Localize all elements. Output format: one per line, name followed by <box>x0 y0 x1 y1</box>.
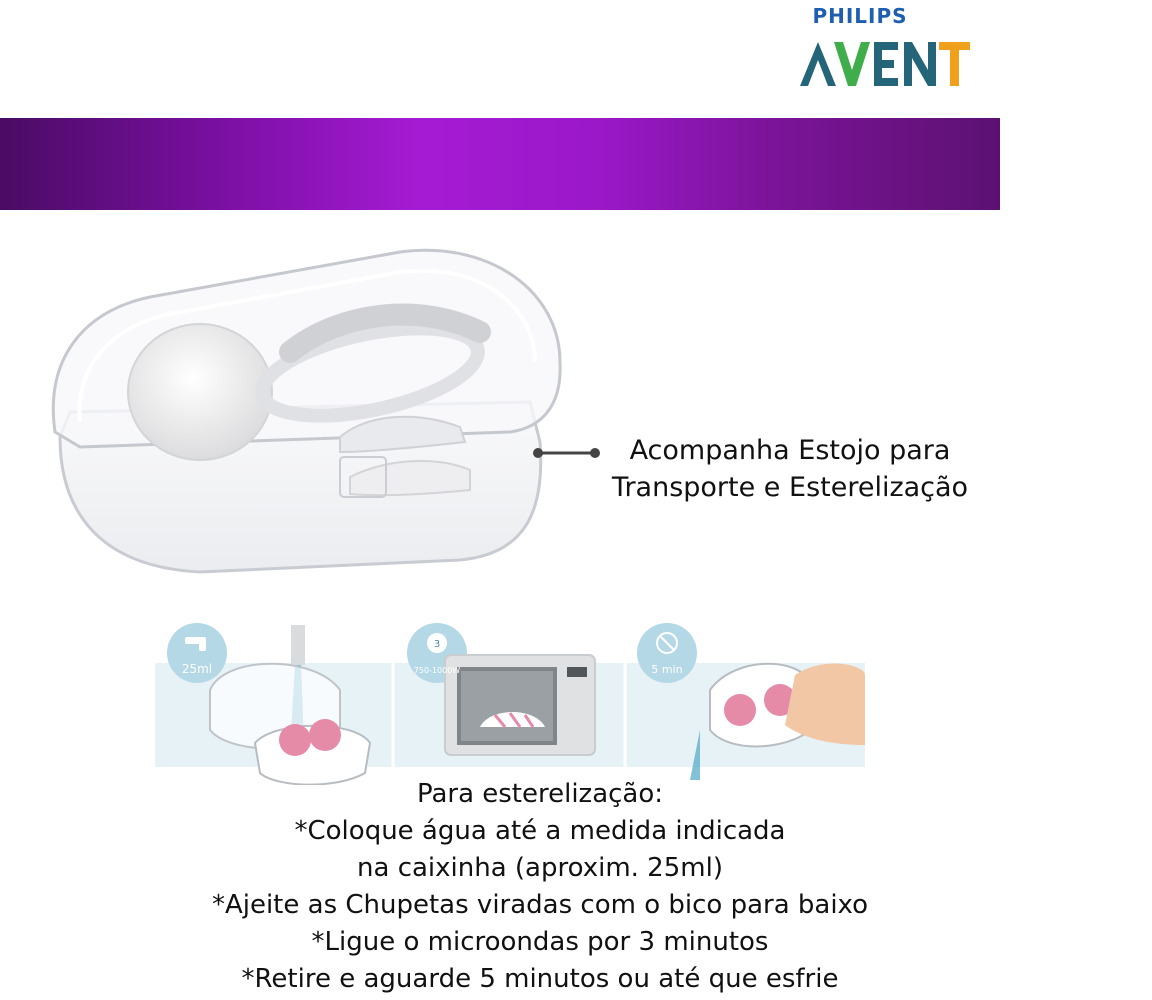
timer-icon <box>427 633 447 653</box>
case-callout <box>585 432 995 506</box>
avent-logo <box>798 38 973 90</box>
step-label: 25ml <box>181 662 213 676</box>
instruction-line: *Retire e aguarde 5 minutos ou até que esfrie <box>241 964 839 994</box>
philips-wordmark: PHILIPS <box>812 4 908 28</box>
svg-text:3: 3 <box>433 639 441 650</box>
purple-banner <box>0 118 1000 210</box>
step-sub: 750-1000W <box>413 666 461 675</box>
instruction-line: *Ajeite as Chupetas viradas com o bico para baixo <box>211 890 869 920</box>
sterilization-instructions <box>60 776 1020 998</box>
sterilization-steps <box>155 615 865 785</box>
callout-line: Transporte e Esterelização <box>611 472 969 503</box>
pacifier-case-image <box>40 242 570 612</box>
instruction-line: na caixinha (aproxim. 25ml) <box>357 853 723 883</box>
instruction-line: *Coloque água até a medida indicada <box>294 816 786 846</box>
callout-line: Acompanha Estojo para <box>629 435 951 466</box>
instruction-line: *Ligue o microondas por 3 minutos <box>311 927 769 957</box>
step-label: 5 min <box>651 663 683 676</box>
instructions-heading: Para esterelização: <box>416 779 664 809</box>
